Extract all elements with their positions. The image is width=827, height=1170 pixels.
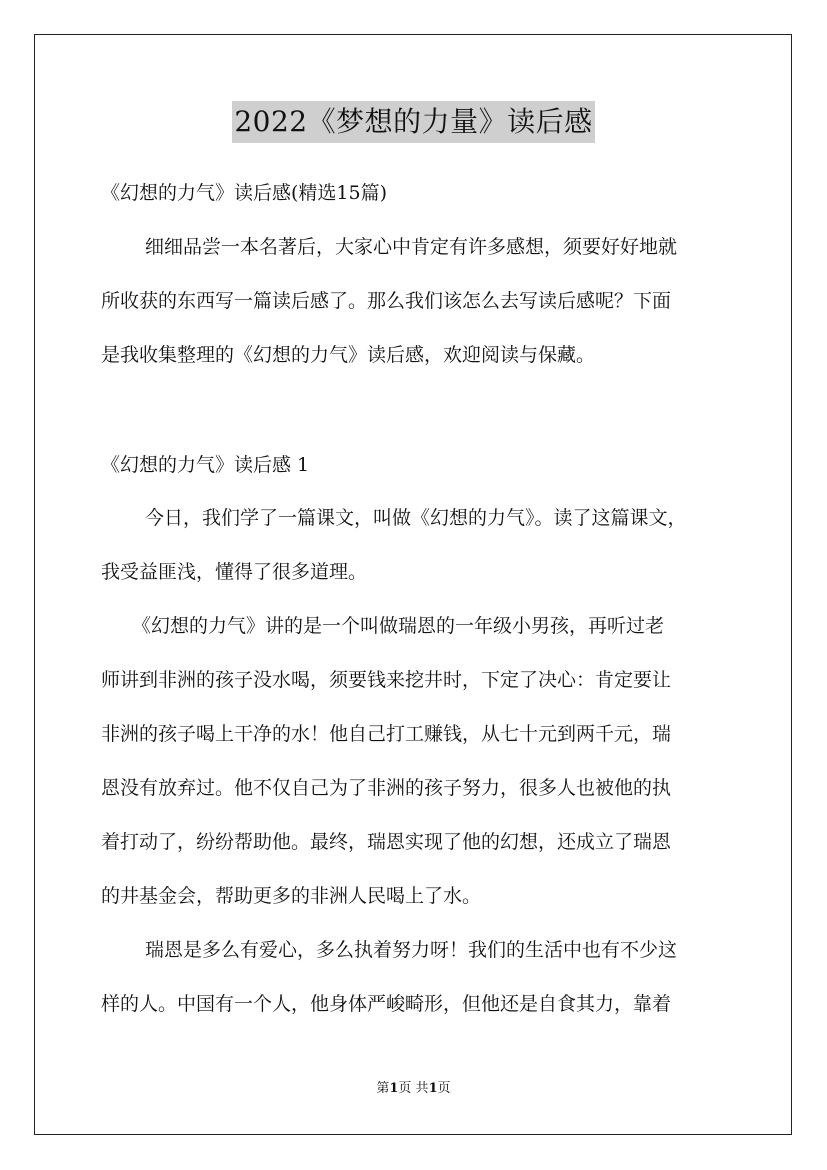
section-heading: 《幻想的力气》读后感 1 <box>101 454 310 476</box>
footer-mid: 页 共 <box>398 1081 429 1096</box>
paragraph-line: 今日，我们学了一篇课文，叫做《幻想的力气》。读了这篇课文， <box>145 507 687 529</box>
footer-page-total: 1 <box>428 1081 438 1096</box>
document-title: 2022《梦想的力量》读后感 <box>232 101 594 143</box>
page-footer <box>0 1080 827 1098</box>
intro-line: 是我收集整理的《幻想的力气》读后感，欢迎阅读与保藏。 <box>101 344 596 366</box>
paragraph-line: 非洲的孩子喝上干净的水！他自己打工赚钱，从七十元到两千元，瑞 <box>101 723 672 745</box>
footer-prefix: 第 <box>376 1081 390 1096</box>
document-subtitle: 《幻想的力气》读后感(精选15篇) <box>101 182 388 204</box>
paragraph-line: 我受益匪浅，懂得了很多道理。 <box>101 561 368 583</box>
paragraph-line: 师讲到非洲的孩子没水喝，须要钱来挖井时，下定了决心：肯定要让 <box>101 669 672 691</box>
paragraph-line: 瑞恩是多么有爱心，多么执着努力呀！我们的生活中也有不少这 <box>145 939 678 961</box>
intro-line: 细细品尝一本名著后，大家心中肯定有许多感想，须要好好地就 <box>145 236 678 258</box>
paragraph-line: 《幻想的力气》讲的是一个叫做瑞恩的一年级小男孩，再听过老 <box>132 615 665 637</box>
paragraph-line: 的井基金会，帮助更多的非洲人民喝上了水。 <box>101 885 482 907</box>
footer-suffix: 页 <box>437 1081 451 1096</box>
paragraph-line: 着打动了，纷纷帮助他。最终，瑞恩实现了他的幻想，还成立了瑞恩 <box>101 831 672 853</box>
footer-page-number: 1 <box>389 1081 399 1096</box>
paragraph-line: 恩没有放弃过。他不仅自己为了非洲的孩子努力，很多人也被他的执 <box>101 777 672 799</box>
intro-line: 所收获的东西写一篇读后感了。那么我们该怎么去写读后感呢？下面 <box>101 290 672 312</box>
title-container <box>0 101 827 143</box>
paragraph-line: 样的人。中国有一个人，他身体严峻畸形，但他还是自食其力，靠着 <box>101 993 672 1015</box>
